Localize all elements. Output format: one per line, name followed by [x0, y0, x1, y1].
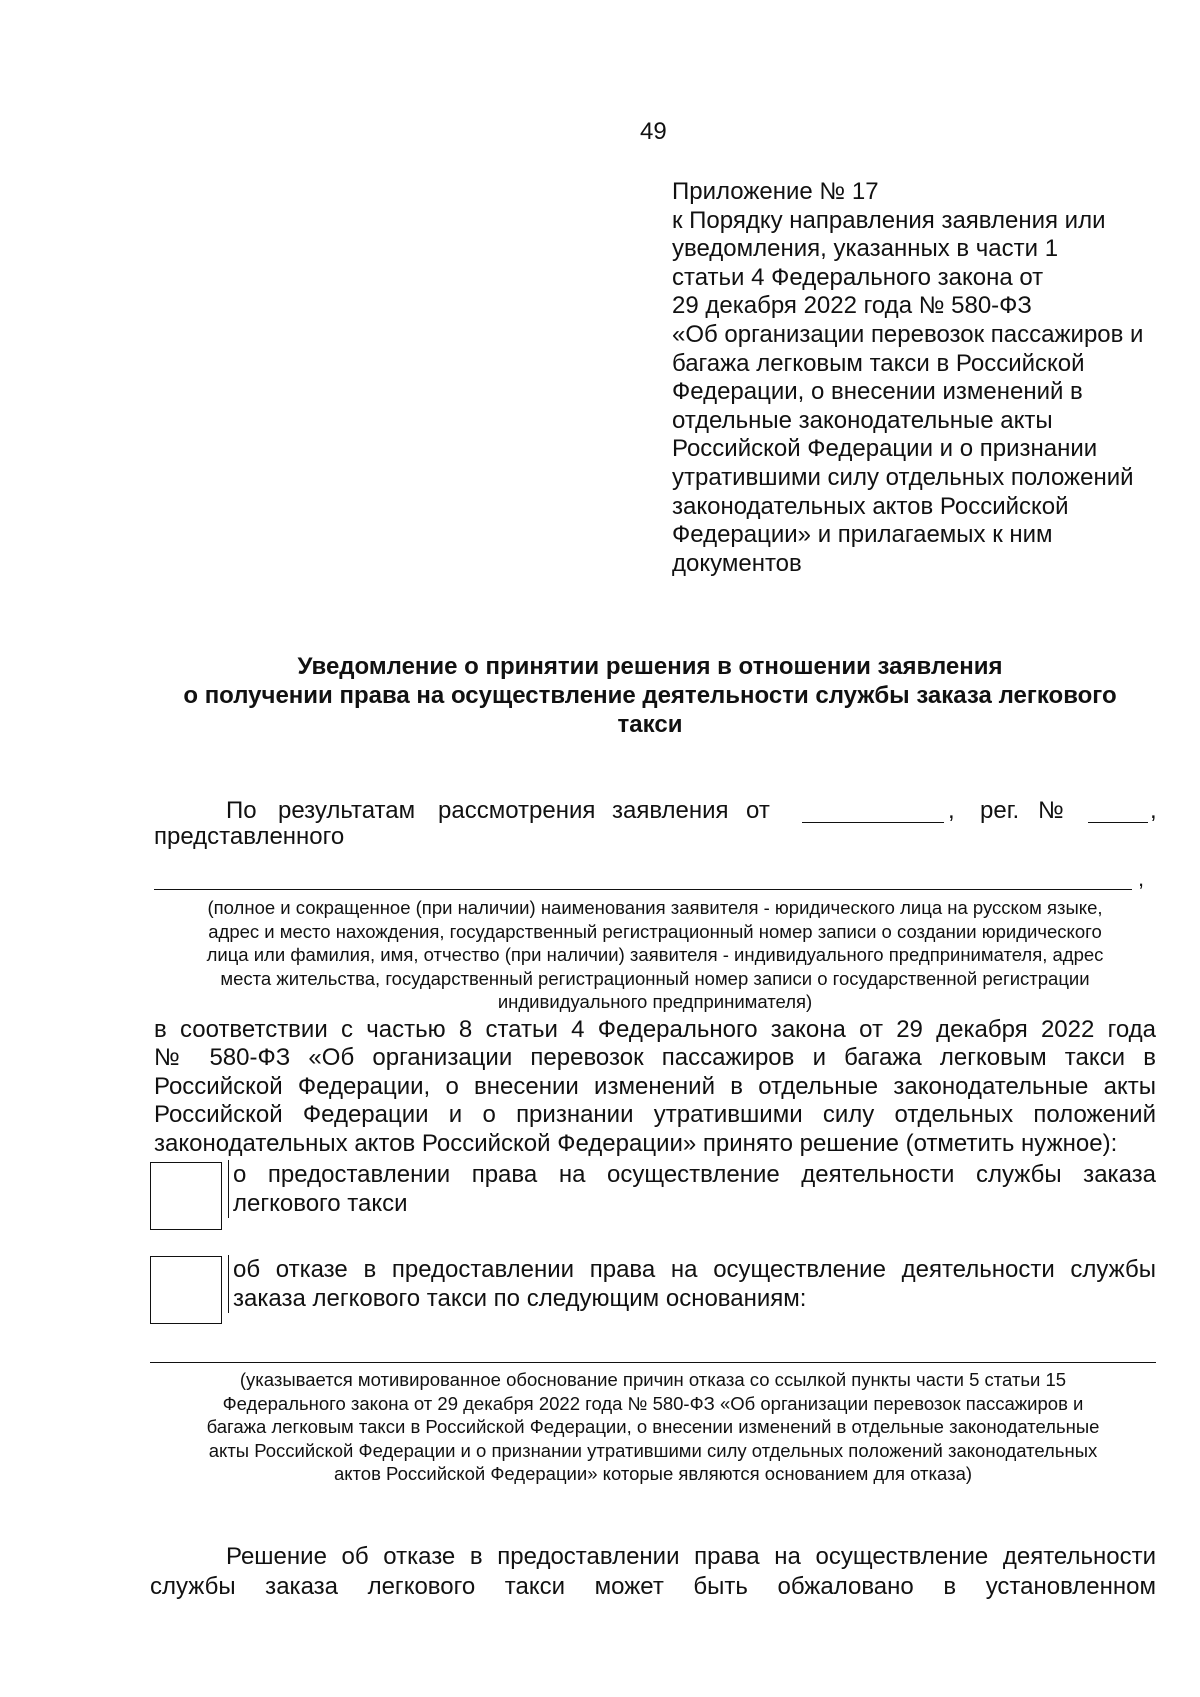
hint-line: места жительства, государственный регистрационный номер записи о государственной регистрации — [220, 967, 1090, 989]
refuse-checkbox[interactable] — [150, 1256, 222, 1324]
hint-line: адрес и место нахождения, государственный регистрационный номер записи о создании юридического — [208, 920, 1102, 942]
date-blank-field[interactable] — [802, 822, 944, 823]
appeal-line: службы заказа легкового такси может быть обжаловано в установленном — [150, 1573, 1156, 1600]
refuse-option-text — [228, 1255, 1156, 1313]
reg-number-blank-field[interactable] — [1088, 822, 1148, 823]
appendix-line: «Об организации перевозок пассажиров и — [672, 320, 1144, 348]
appendix-header — [672, 178, 1162, 578]
appendix-line: Российской Федерации и о признании — [672, 435, 1098, 463]
body-line: Российской Федерации и о признании утратившими силу отдельных положений — [154, 1101, 1156, 1129]
reason-hint — [150, 1368, 1156, 1486]
hint-line: лица или фамилия, имя, отчество (при наличии) заявителя - индивидуального предпринимателя, адрес — [206, 944, 1104, 965]
applicant-hint — [154, 896, 1156, 1014]
applicant-blank-field[interactable] — [154, 889, 1132, 890]
title-line: такси — [617, 711, 683, 738]
appendix-line: статьи 4 Федерального закона от — [672, 263, 1044, 291]
appendix-line: уведомления, указанных в части 1 — [672, 235, 1059, 263]
hint-line: Федерального закона от 29 декабря 2022 года № 580-ФЗ «Об организации перевозок пассажиров и — [222, 1392, 1084, 1414]
body-line: в соответствии с частью 8 статьи 4 Федерального закона от 29 декабря 2022 года — [154, 1016, 1156, 1043]
option-line: об отказе в предоставлении права на осуществление деятельности службы — [233, 1256, 1156, 1283]
appendix-line: утратившими силу отдельных положений — [672, 463, 1134, 491]
appendix-line: Федерации, о внесении изменений в — [672, 378, 1083, 406]
intro-comma: , — [1150, 797, 1157, 824]
option-line: легкового такси — [233, 1190, 408, 1217]
appendix-line: законодательных актов Российской — [672, 492, 1069, 520]
appeal-paragraph — [150, 1542, 1156, 1602]
appendix-line: багажа легковым такси в Российской — [672, 349, 1085, 377]
intro-word: рассмотрения — [438, 797, 596, 824]
intro-word: заявления — [612, 797, 729, 824]
reason-blank-field[interactable] — [150, 1362, 1156, 1363]
grant-checkbox[interactable] — [150, 1162, 222, 1230]
hint-line: (полное и сокращенное (при наличии) наименования заявителя - юридического лица на русском языке, — [207, 897, 1103, 918]
appendix-line: отдельные законодательные акты — [672, 406, 1053, 434]
intro-word: результатам — [278, 797, 416, 824]
applicant-comma: , — [1138, 866, 1145, 891]
body-line: Российской Федерации, о внесении изменений в отдельные законодательные акты — [154, 1072, 1156, 1100]
title-line: о получении права на осуществление деятельности службы заказа легкового — [183, 682, 1117, 709]
hint-line: акты Российской Федерации и о признании утратившими силу отдельных положений законодательных — [208, 1439, 1098, 1461]
intro-word: По — [226, 797, 257, 824]
hint-line: багажа легковым такси в Российской Федерации, о внесении изменений в отдельные законодательные — [206, 1416, 1100, 1437]
submitted-word: представленного — [154, 823, 345, 850]
appeal-line: Решение об отказе в предоставлении права на осуществление деятельности — [226, 1543, 1156, 1570]
appendix-line: Приложение № 17 — [672, 178, 879, 205]
body-line: законодательных актов Российской Федерации» принято решение (отметить нужное): — [154, 1129, 1118, 1157]
intro-word: № — [1038, 797, 1064, 824]
hint-line: актов Российской Федерации» которые являются основанием для отказа) — [333, 1463, 973, 1484]
body-line: № 580-ФЗ «Об организации перевозок пассажиров и багажа легковым такси в — [154, 1044, 1156, 1072]
grant-option-text — [228, 1160, 1156, 1218]
appendix-line: Федерации» и прилагаемых к ним — [672, 521, 1053, 549]
appendix-line: документов — [672, 549, 802, 577]
appendix-line: к Порядку направления заявления или — [672, 206, 1106, 234]
intro-word: от — [746, 797, 770, 824]
page-number: 49 — [640, 118, 667, 145]
intro-word: рег. — [980, 797, 1020, 824]
hint-line: (указывается мотивированное обоснование причин отказа со ссылкой пункты части 5 статьи 15 — [239, 1369, 1067, 1390]
option-line: о предоставлении права на осуществление деятельности службы заказа — [233, 1161, 1156, 1188]
appendix-line: 29 декабря 2022 года № 580-ФЗ — [672, 292, 1032, 320]
document-title — [150, 652, 1150, 739]
hint-line: индивидуального предпринимателя) — [497, 991, 813, 1012]
option-line: заказа легкового такси по следующим основаниям: — [233, 1285, 807, 1312]
intro-comma: , — [948, 797, 955, 824]
body-paragraph — [154, 1016, 1156, 1158]
title-line: Уведомление о принятии решения в отношении заявления — [297, 653, 1003, 680]
